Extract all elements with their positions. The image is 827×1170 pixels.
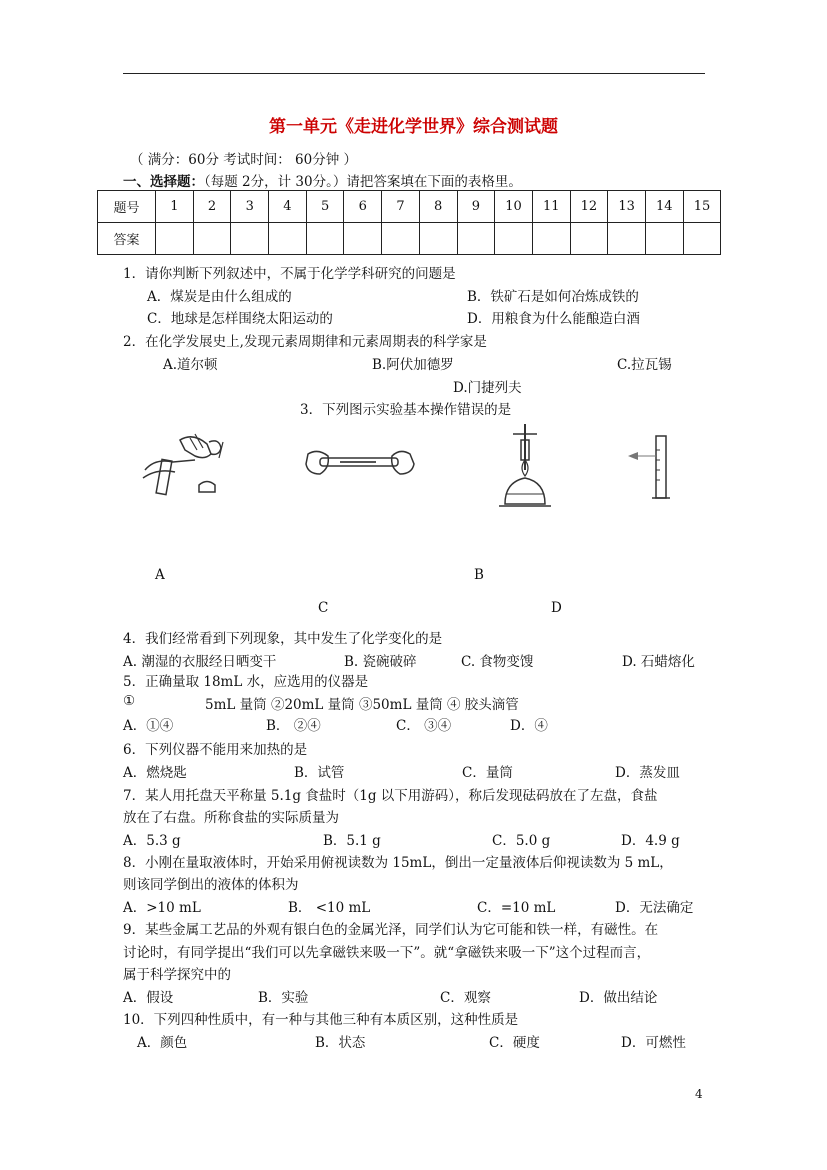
table-cell-number: 7 [382,191,420,223]
q5-option-d: D．④ [510,718,548,734]
q4-option-a: A. 潮湿的衣服经日晒变干 [123,654,277,670]
q9-option-d: D．做出结论 [579,990,658,1006]
q10-option-d: D．可燃性 [621,1035,686,1051]
section-head-label: 一、选择题： [123,174,204,190]
q5-option-a: A．①④ [123,718,174,734]
section-heading [123,170,522,190]
answer-table [97,190,721,255]
table-cell-number: 13 [608,191,646,223]
q2-stem: 2．在化学发展史上,发现元素周期律和元素周期表的科学家是 [123,334,487,350]
q2-option-c: C.拉瓦锡 [617,357,672,373]
table-cell-number: 6 [344,191,382,223]
page-number: 4 [695,1087,703,1101]
q1-option-a: A．煤炭是由什么组成的 [147,289,292,305]
answer-cell[interactable] [156,223,194,255]
q1-stem: 1．请你判断下列叙述中，不属于化学学科研究的问题是 [123,266,456,282]
q10-option-b: B．状态 [315,1035,366,1051]
q4-stem: 4．我们经常看到下列现象，其中发生了化学变化的是 [123,631,443,647]
q8-option-c: C．=10 mL [477,900,556,916]
answer-cell[interactable] [645,223,683,255]
table-cell-number: 3 [231,191,269,223]
q9-option-c: C．观察 [440,990,491,1006]
q6-option-b: B．试管 [294,765,345,781]
section-note: （每题 2分，计 30分。）请把答案填在下面的表格里。 [204,174,522,190]
table-cell-number: 14 [645,191,683,223]
q7-option-a: A．5.3 g [123,833,181,849]
q7-option-d: D．4.9 g [621,833,680,849]
answer-cell[interactable] [344,223,382,255]
q1-option-d: D．用粮食为什么能酿造白酒 [467,311,640,327]
q9-stem-continued-2: 属于科学探究中的 [123,967,231,983]
q2-option-b: B.阿伏加德罗 [372,357,454,373]
q2-option-d: D.门捷列夫 [453,380,522,396]
q6-stem: 6．下列仪器不能用来加热的是 [123,742,308,758]
table-cell-label: 题号 [98,191,156,223]
answer-table-answer-row [98,223,721,255]
q5-items: 5mL 量筒 ②20mL 量筒 ③50mL 量筒 ④ 胶头滴管 [205,697,519,713]
q7-stem: 7．某人用托盘天平称量 5.1g 食盐时（1g 以下用游码），称后发现砝码放在了左盘，食盐 [123,788,658,804]
q9-option-a: A．假设 [123,990,174,1006]
q8-option-d: D．无法确定 [615,900,694,916]
answer-cell[interactable] [683,223,721,255]
figure-b-image [300,440,420,490]
q3-label-c: C [318,600,329,616]
figure-a-image [135,420,245,510]
table-cell-number: 9 [457,191,495,223]
q5-option-c: C． ③④ [396,718,452,734]
table-cell-number: 8 [419,191,457,223]
answer-cell[interactable] [382,223,420,255]
q2-option-a: A.道尔顿 [163,357,218,373]
answer-cell[interactable] [570,223,608,255]
q7-stem-continued: 放在了右盘。所称食盐的实际质量为 [123,810,339,826]
q10-option-c: C．硬度 [489,1035,540,1051]
table-cell-number: 10 [495,191,533,223]
answer-cell[interactable] [532,223,570,255]
q5-option-b: B． ②④ [266,718,321,734]
q8-option-a: A．>10 mL [123,900,201,916]
answer-cell[interactable] [269,223,307,255]
answer-cell[interactable] [419,223,457,255]
answer-cell[interactable] [231,223,269,255]
q6-option-a: A．燃烧匙 [123,765,187,781]
table-cell-number: 2 [193,191,231,223]
answer-cell[interactable] [608,223,646,255]
q5-stem: 5．正确量取 18mL 水，应选用的仪器是 [123,674,369,690]
q9-option-b: B．实验 [258,990,309,1006]
exam-meta: （ 满分：60分 考试时间： 60分钟 ） [130,152,358,168]
page-title: 第一单元《走进化学世界》综合测试题 [269,117,558,137]
table-cell-number: 5 [306,191,344,223]
q8-stem-continued: 则该同学倒出的液体的体积为 [123,877,299,893]
table-cell-number: 4 [269,191,307,223]
q6-option-d: D．蒸发皿 [615,765,680,781]
q9-stem-continued: 讨论时，有同学提出“我们可以先拿磁铁来吸一下”。就“拿磁铁来吸一下”这个过程而言， [123,945,651,961]
answer-cell[interactable] [495,223,533,255]
q4-option-c: C. 食物变馊 [461,654,534,670]
table-cell-number: 11 [532,191,570,223]
q8-option-b: B． <10 mL [288,900,371,916]
q6-option-c: C．量筒 [462,765,513,781]
q9-stem: 9．某些金属工艺品的外观有银白色的金属光泽，同学们认为它可能和铁一样，有磁性。在 [123,922,659,938]
q5-items-marker: ① [123,693,136,709]
q10-stem: 10．下列四种性质中，有一种与其他三种有本质区别，这种性质是 [123,1012,519,1028]
answer-cell[interactable] [193,223,231,255]
figure-c-image [495,420,555,510]
answer-table-header-row [98,191,721,223]
q7-option-b: B．5.1 g [323,833,381,849]
q3-label-a: A [155,567,165,583]
header-rule [123,73,705,74]
q1-option-c: C．地球是怎样围绕太阳运动的 [147,311,333,327]
q8-stem: 8．小刚在量取液体时，开始采用俯视读数为 15mL，倒出一定量液体后仰视读数为 5 mL， [123,855,673,871]
q1-option-b: B．铁矿石是如何冶炼成铁的 [467,289,639,305]
table-cell-label: 答案 [98,223,156,255]
q3-label-d: D [551,600,562,616]
q4-option-b: B. 瓷碗破碎 [344,654,417,670]
table-cell-number: 12 [570,191,608,223]
q4-option-d: D. 石蜡熔化 [622,654,695,670]
answer-cell[interactable] [457,223,495,255]
answer-cell[interactable] [306,223,344,255]
table-cell-number: 15 [683,191,721,223]
q10-option-a: A．颜色 [137,1035,188,1051]
table-cell-number: 1 [156,191,194,223]
q3-label-b: B [474,567,484,583]
q7-option-c: C．5.0 g [492,833,551,849]
figure-d-image [622,430,682,505]
q3-stem: 3．下列图示实验基本操作错误的是 [300,402,512,418]
